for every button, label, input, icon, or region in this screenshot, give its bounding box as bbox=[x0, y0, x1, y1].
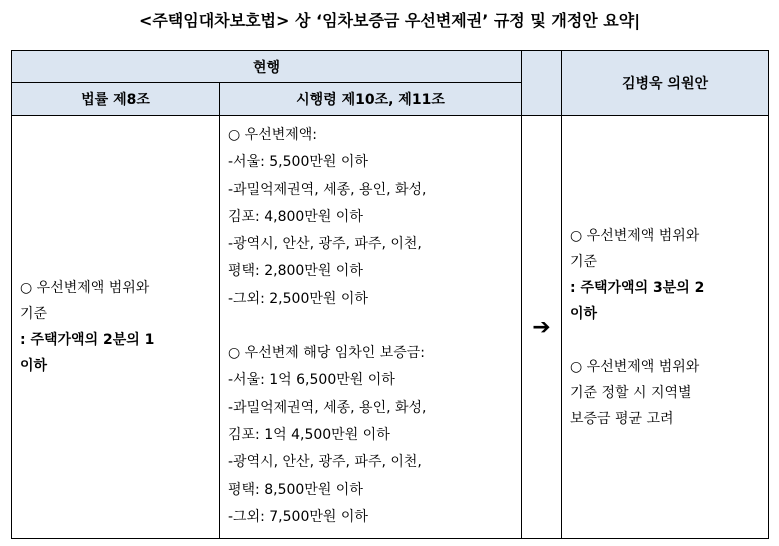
header-current: 현행 bbox=[12, 51, 522, 83]
law-cell bbox=[12, 116, 220, 539]
decree-deposit-line: -과밀억제권역, 세종, 용인, 화성, bbox=[228, 399, 427, 416]
decree-gap bbox=[228, 313, 513, 340]
law-line-4: 이하 bbox=[20, 358, 48, 374]
law-line-2: 기준 bbox=[20, 306, 48, 322]
proposal-cell bbox=[562, 116, 769, 539]
proposal-line: 기준 정할 시 지역별 bbox=[570, 384, 692, 401]
proposal-line: ○ 우선변제액 범위와 bbox=[570, 358, 700, 375]
proposal-line: : 주택가액의 3분의 2 bbox=[570, 279, 705, 296]
proposal-gap bbox=[570, 327, 760, 354]
header-law-article: 법률 제8조 bbox=[12, 83, 220, 116]
law-line-1: ○ 우선변제액 범위와 bbox=[20, 280, 150, 296]
law-line-3: : 주택가액의 2분의 1 bbox=[20, 332, 155, 348]
decree-deposit-line: -서울: 1억 6,500만원 이하 bbox=[228, 372, 395, 389]
decree-amount-line: -서울: 5,500만원 이하 bbox=[228, 154, 368, 171]
decree-deposit-line: -그외: 7,500만원 이하 bbox=[228, 508, 368, 525]
decree-amount-line: -광역시, 안산, 광주, 파주, 이천, bbox=[228, 236, 422, 253]
proposal-line: 이하 bbox=[570, 305, 598, 322]
header-proposal: 김병욱 의원안 bbox=[562, 51, 769, 116]
decree-cell bbox=[220, 116, 522, 539]
decree-amount-line: -그외: 2,500만원 이하 bbox=[228, 290, 368, 307]
decree-deposit-line: -광역시, 안산, 광주, 파주, 이천, bbox=[228, 454, 422, 471]
header-decree-article: 시행령 제10조, 제11조 bbox=[220, 83, 522, 116]
decree-deposit-line: 평택: 8,500만원 이하 bbox=[228, 481, 363, 498]
decree-deposit-line: 김포: 1억 4,500만원 이하 bbox=[228, 426, 390, 443]
proposal-line: 보증금 평균 고려 bbox=[570, 410, 674, 427]
comparison-table bbox=[11, 50, 769, 539]
decree-amount-line: 평택: 2,800만원 이하 bbox=[228, 263, 363, 280]
proposal-line: ○ 우선변제액 범위와 bbox=[570, 227, 700, 244]
proposal-line: 기준 bbox=[570, 253, 598, 270]
decree-amount-line: -과밀억제권역, 세종, 용인, 화성, bbox=[228, 181, 427, 198]
document-title: <주택임대차보호법> 상 ‘임차보증금 우선변제권’ 규정 및 개정안 요약| bbox=[138, 11, 641, 30]
decree-amount-line: 김포: 4,800만원 이하 bbox=[228, 208, 363, 225]
decree-deposit-heading: ○ 우선변제 해당 임차인 보증금: bbox=[228, 345, 426, 362]
arrow-right-icon: ➔ bbox=[522, 116, 562, 539]
decree-amount-heading: ○ 우선변제액: bbox=[228, 127, 318, 143]
header-arrow-spacer bbox=[522, 51, 562, 116]
